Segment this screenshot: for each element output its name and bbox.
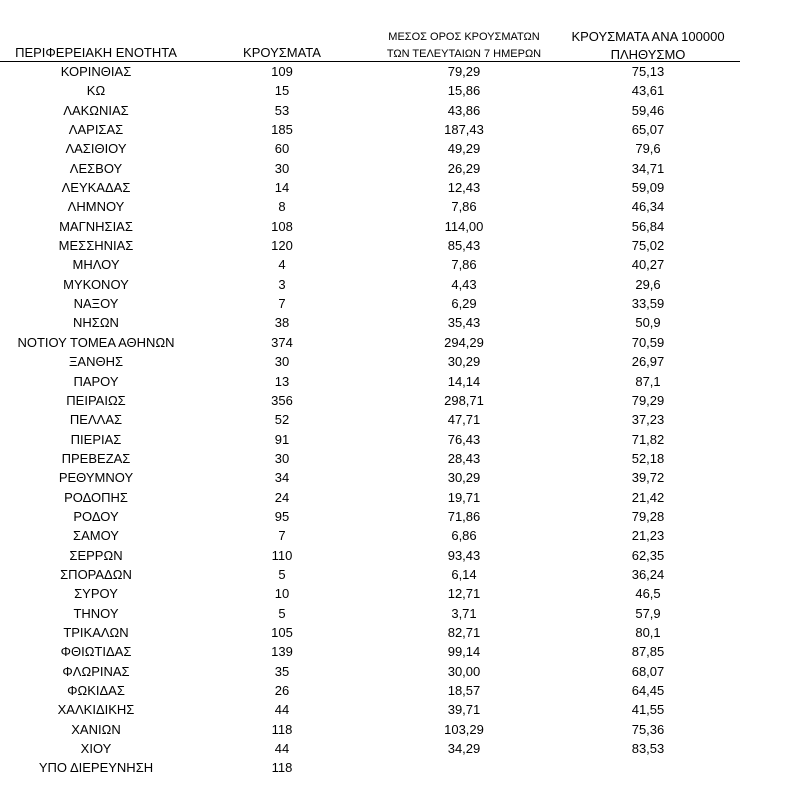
table-row xyxy=(0,120,802,139)
cell-avg7: 34,29 xyxy=(447,741,481,757)
cell-cases: 8 xyxy=(278,199,286,215)
cell-region: ΛΑΣΙΘΙΟΥ xyxy=(65,141,127,157)
cell-avg7: 6,29 xyxy=(451,296,477,312)
cell-per100k: 59,46 xyxy=(631,102,665,118)
table-row xyxy=(0,642,802,661)
table-row xyxy=(0,333,802,352)
cell-region: ΜΕΣΣΗΝΙΑΣ xyxy=(58,238,134,254)
cell-cases: 34 xyxy=(274,470,290,486)
cell-avg7: 35,43 xyxy=(447,315,481,331)
cell-per100k: 80,1 xyxy=(635,624,661,640)
cell-avg7: 6,86 xyxy=(451,528,477,544)
column-header-per100k xyxy=(552,28,744,64)
cell-cases: 7 xyxy=(278,296,286,312)
cell-per100k: 59,09 xyxy=(631,180,665,196)
column-header-region: ΠΕΡΙΦΕΡΕΙΑΚΗ ΕΝΟΤΗΤΑ xyxy=(15,45,177,60)
table-row xyxy=(0,623,802,642)
cell-region: ΝΑΞΟΥ xyxy=(73,296,119,312)
table-row xyxy=(0,352,802,371)
table-row xyxy=(0,410,802,429)
table-row xyxy=(0,255,802,274)
cell-per100k: 75,36 xyxy=(631,721,665,737)
cell-per100k: 62,35 xyxy=(631,547,665,563)
cell-region: ΦΛΩΡΙΝΑΣ xyxy=(62,663,130,679)
cell-avg7: 7,86 xyxy=(451,257,477,273)
table-row xyxy=(0,294,802,313)
cell-cases: 60 xyxy=(274,141,290,157)
column-header-cases: ΚΡΟΥΣΜΑΤΑ xyxy=(243,45,321,60)
cell-cases: 14 xyxy=(274,180,290,196)
table-row xyxy=(0,488,802,507)
table-row xyxy=(0,449,802,468)
cell-region: ΚΩ xyxy=(86,83,106,99)
cell-per100k: 79,29 xyxy=(631,392,665,408)
cell-cases: 91 xyxy=(274,431,290,447)
column-header-avg7 xyxy=(366,29,562,63)
cell-avg7: 14,14 xyxy=(447,373,481,389)
table-row xyxy=(0,507,802,526)
table-row xyxy=(0,430,802,449)
cell-avg7: 28,43 xyxy=(447,450,481,466)
cell-per100k: 40,27 xyxy=(631,257,665,273)
table-row xyxy=(0,159,802,178)
cell-cases: 35 xyxy=(274,663,290,679)
cell-per100k: 37,23 xyxy=(631,412,665,428)
cell-region: ΜΗΛΟΥ xyxy=(72,257,120,273)
cell-cases: 109 xyxy=(271,64,293,79)
cell-region: ΛΕΥΚΑΔΑΣ xyxy=(61,180,131,196)
table-row xyxy=(0,372,802,391)
cell-cases: 24 xyxy=(274,489,290,505)
cell-cases: 5 xyxy=(278,566,286,582)
cell-cases: 118 xyxy=(271,760,293,776)
table-row xyxy=(0,468,802,487)
cell-avg7: 12,71 xyxy=(447,586,481,602)
cell-per100k: 57,9 xyxy=(635,605,661,621)
cell-avg7: 99,14 xyxy=(447,644,481,660)
table-row xyxy=(0,604,802,623)
cell-avg7: 12,43 xyxy=(447,180,481,196)
cell-region: ΡΟΔΟΠΗΣ xyxy=(64,489,128,505)
cell-region: ΝΟΤΙΟΥ ΤΟΜΕΑ ΑΘΗΝΩΝ xyxy=(17,334,175,350)
cell-region: ΚΟΡΙΝΘΙΑΣ xyxy=(60,64,132,79)
cell-region: ΠΕΛΛΑΣ xyxy=(69,412,123,428)
cell-avg7: 30,29 xyxy=(447,354,481,370)
cell-per100k: 70,59 xyxy=(631,334,665,350)
cell-per100k: 75,02 xyxy=(631,238,665,254)
cell-cases: 30 xyxy=(274,450,290,466)
cell-per100k: 79,28 xyxy=(631,508,665,524)
cell-per100k: 83,53 xyxy=(631,741,665,757)
cell-avg7: 82,71 xyxy=(447,624,481,640)
cell-avg7: 71,86 xyxy=(447,508,481,524)
cell-avg7: 19,71 xyxy=(447,489,481,505)
cell-avg7: 187,43 xyxy=(444,122,484,138)
cell-cases: 53 xyxy=(274,102,290,118)
table-row xyxy=(0,197,802,216)
cell-per100k: 56,84 xyxy=(631,218,665,234)
cell-per100k: 39,72 xyxy=(631,470,665,486)
cell-per100k: 21,23 xyxy=(631,528,665,544)
cell-region: ΛΕΣΒΟΥ xyxy=(69,160,123,176)
cell-avg7: 4,43 xyxy=(451,276,477,292)
table-row xyxy=(0,275,802,294)
cell-avg7: 7,86 xyxy=(451,199,477,215)
column-header-avg7-line2: ΤΩΝ ΤΕΛΕΥΤΑΙΩΝ 7 ΗΜΕΡΩΝ xyxy=(386,48,542,60)
table-row xyxy=(0,81,802,100)
cell-avg7: 294,29 xyxy=(444,334,484,350)
cell-avg7: 18,57 xyxy=(447,683,481,698)
cell-cases: 105 xyxy=(271,624,293,640)
cell-region: ΦΘΙΩΤΙΔΑΣ xyxy=(60,644,132,660)
cell-region: ΜΥΚΟΝΟΥ xyxy=(63,276,129,292)
cell-cases: 26 xyxy=(274,683,290,698)
cell-region: ΠΕΙΡΑΙΩΣ xyxy=(66,392,126,408)
cell-avg7: 47,71 xyxy=(447,412,481,428)
cell-region: ΧΙΟΥ xyxy=(80,741,112,757)
cell-cases: 356 xyxy=(271,392,293,408)
cell-region: ΣΕΡΡΩΝ xyxy=(69,547,123,563)
cell-region: ΛΑΚΩΝΙΑΣ xyxy=(63,102,129,118)
column-header-avg7-line1: ΜΕΣΟΣ ΟΡΟΣ ΚΡΟΥΣΜΑΤΩΝ xyxy=(388,31,540,43)
cell-per100k: 79,6 xyxy=(635,141,661,157)
cell-cases: 44 xyxy=(274,702,290,718)
cell-per100k: 36,24 xyxy=(631,566,665,582)
cell-cases: 185 xyxy=(271,122,293,138)
cell-cases: 120 xyxy=(271,238,293,254)
cell-avg7: 49,29 xyxy=(447,141,481,157)
cell-avg7: 3,71 xyxy=(451,605,477,621)
cell-cases: 13 xyxy=(274,373,290,389)
cell-region: ΣΥΡΟΥ xyxy=(74,586,118,602)
cell-avg7: 114,00 xyxy=(444,218,484,234)
cell-avg7: 103,29 xyxy=(444,721,484,737)
cell-cases: 30 xyxy=(274,160,290,176)
cell-cases: 374 xyxy=(271,334,293,350)
cell-cases: 95 xyxy=(274,508,290,524)
table-row xyxy=(0,391,802,410)
table-row xyxy=(0,720,802,739)
cell-per100k: 65,07 xyxy=(631,122,665,138)
cell-per100k: 33,59 xyxy=(631,296,665,312)
cell-region: ΜΑΓΝΗΣΙΑΣ xyxy=(59,218,133,234)
cell-region: ΡΟΔΟΥ xyxy=(73,508,119,524)
cell-cases: 110 xyxy=(271,547,293,563)
cell-avg7: 43,86 xyxy=(447,102,481,118)
cell-region: ΞΑΝΘΗΣ xyxy=(68,354,124,370)
table-row xyxy=(0,739,802,758)
table-row xyxy=(0,565,802,584)
cell-per100k: 26,97 xyxy=(631,354,665,370)
cell-cases: 38 xyxy=(274,315,290,331)
cell-per100k: 68,07 xyxy=(631,663,665,679)
cell-avg7: 85,43 xyxy=(447,238,481,254)
table-header xyxy=(0,0,802,62)
cell-cases: 7 xyxy=(278,528,286,544)
cell-per100k: 43,61 xyxy=(631,83,665,99)
cell-region: ΛΗΜΝΟΥ xyxy=(67,199,125,215)
cell-region: ΠΡΕΒΕΖΑΣ xyxy=(61,450,131,466)
cell-avg7: 30,29 xyxy=(447,470,481,486)
cell-per100k: 87,1 xyxy=(635,373,661,389)
cell-region: ΠΙΕΡΙΑΣ xyxy=(70,431,122,447)
column-header-per100k-line2: ΠΛΗΘΥΣΜΟ xyxy=(610,47,686,62)
cell-cases: 15 xyxy=(274,83,290,99)
table-row xyxy=(0,236,802,255)
cell-cases: 44 xyxy=(274,741,290,757)
column-header-per100k-line1: ΚΡΟΥΣΜΑΤΑ ΑΝΑ 100000 xyxy=(571,29,725,44)
cell-region: ΥΠΟ ΔΙΕΡΕΥΝΗΣΗ xyxy=(38,760,154,776)
cell-region: ΧΑΛΚΙΔΙΚΗΣ xyxy=(57,702,135,718)
cell-region: ΣΠΟΡΑΔΩΝ xyxy=(60,566,132,582)
cell-per100k: 71,82 xyxy=(631,431,665,447)
cell-avg7: 26,29 xyxy=(447,160,481,176)
table-row xyxy=(0,217,802,236)
table-body xyxy=(0,62,802,778)
cell-per100k: 52,18 xyxy=(631,450,665,466)
table-row xyxy=(0,584,802,603)
cell-per100k: 29,6 xyxy=(635,276,661,292)
table-row xyxy=(0,662,802,681)
table-row xyxy=(0,700,802,719)
cell-region: ΤΡΙΚΑΛΩΝ xyxy=(63,624,129,640)
cell-cases: 30 xyxy=(274,354,290,370)
cell-cases: 52 xyxy=(274,412,290,428)
cell-region: ΦΩΚΙΔΑΣ xyxy=(67,683,125,698)
cell-per100k: 50,9 xyxy=(635,315,661,331)
table-row xyxy=(0,101,802,120)
table-row xyxy=(0,178,802,197)
cell-per100k: 34,71 xyxy=(631,160,665,176)
cell-per100k: 21,42 xyxy=(631,489,665,505)
cell-region: ΠΑΡΟΥ xyxy=(73,373,119,389)
table-row xyxy=(0,681,802,700)
cell-avg7: 79,29 xyxy=(447,64,481,79)
cell-cases: 5 xyxy=(278,605,286,621)
table-row xyxy=(0,758,802,777)
table-row xyxy=(0,62,802,81)
cell-avg7: 93,43 xyxy=(447,547,481,563)
cell-region: ΧΑΝΙΩΝ xyxy=(71,721,121,737)
cell-per100k: 46,34 xyxy=(631,199,665,215)
cell-per100k: 64,45 xyxy=(631,683,665,698)
table-row xyxy=(0,139,802,158)
cell-region: ΛΑΡΙΣΑΣ xyxy=(68,122,124,138)
cell-avg7: 15,86 xyxy=(447,83,481,99)
cell-per100k: 75,13 xyxy=(631,64,665,79)
table-row xyxy=(0,546,802,565)
cell-region: ΤΗΝΟΥ xyxy=(73,605,119,621)
cell-cases: 4 xyxy=(278,257,286,273)
cell-cases: 10 xyxy=(274,586,290,602)
cell-cases: 108 xyxy=(271,218,293,234)
cell-region: ΝΗΣΩΝ xyxy=(73,315,119,331)
cell-avg7: 30,00 xyxy=(447,663,481,679)
cell-avg7: 39,71 xyxy=(447,702,481,718)
cell-avg7: 298,71 xyxy=(444,392,484,408)
cell-cases: 3 xyxy=(278,276,286,292)
table-row xyxy=(0,526,802,545)
cell-avg7: 76,43 xyxy=(447,431,481,447)
cell-region: ΣΑΜΟΥ xyxy=(73,528,119,544)
cell-avg7: 6,14 xyxy=(451,566,477,582)
table-row xyxy=(0,313,802,332)
cell-per100k: 87,85 xyxy=(631,644,665,660)
cell-cases: 139 xyxy=(271,644,293,660)
cell-per100k: 46,5 xyxy=(635,586,661,602)
cell-region: ΡΕΘΥΜΝΟΥ xyxy=(58,470,134,486)
cell-per100k: 41,55 xyxy=(631,702,665,718)
cell-cases: 118 xyxy=(271,721,293,737)
